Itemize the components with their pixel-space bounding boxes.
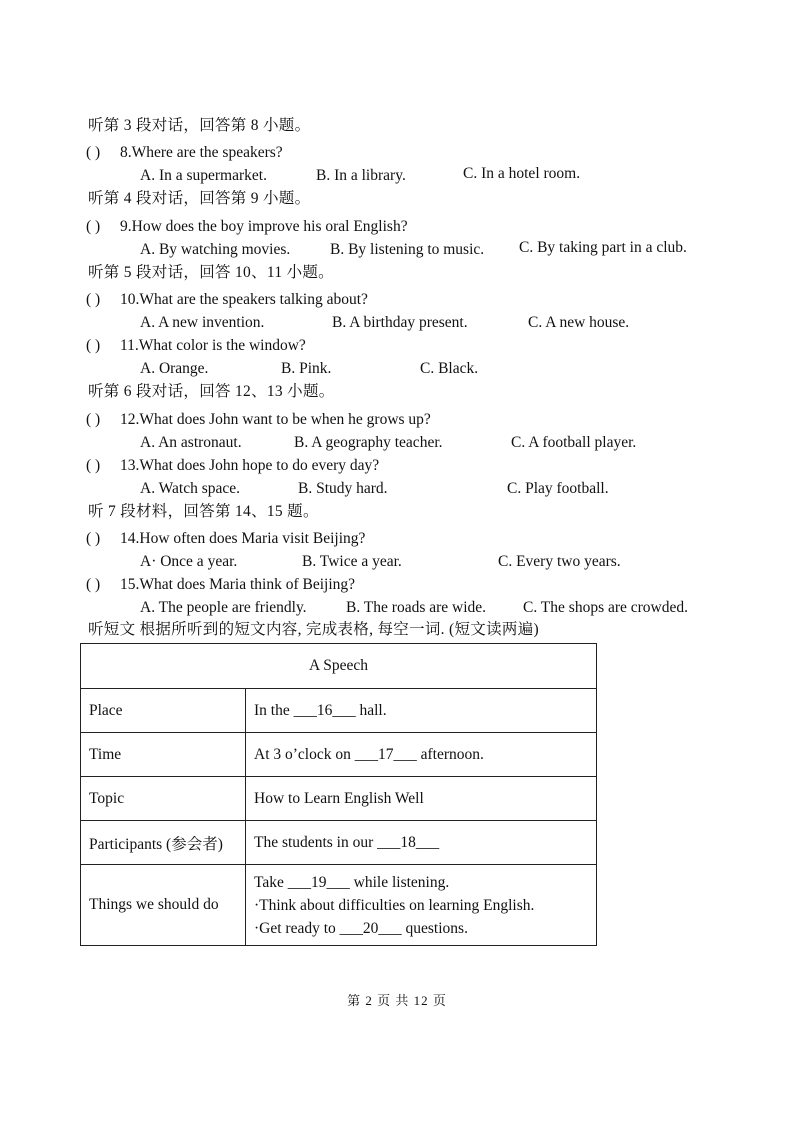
option-c: C. A football player. [511,434,637,451]
answer-blank[interactable]: ( ) [86,337,101,354]
option-b: B. Twice a year. [302,553,402,570]
option-a: A. In a supermarket. [140,167,267,184]
answer-blank[interactable]: ( ) [86,576,101,593]
short-passage-instruction: 听短文 根据所听到的短文内容, 完成表格, 每空一词. (短文读两遍) [88,621,539,638]
answer-blank[interactable]: ( ) [86,411,101,428]
option-a: A. A new invention. [140,314,265,331]
question-13 [86,456,379,476]
option-b: B. A birthday present. [332,314,468,331]
option-a: A. An astronaut. [140,434,242,451]
answer-blank[interactable]: ( ) [86,144,101,161]
row-value: How to Learn English Well [246,777,597,821]
option-a: A. The people are friendly. [140,599,307,616]
option-b: B. The roads are wide. [346,599,487,616]
section-heading-5: 听第 5 段对话，回答 10、11 小题。 [88,264,334,281]
list-item: ·Think about difficulties on learning English. [254,896,535,914]
section-heading-6: 听第 6 段对话，回答 12、13 小题。 [88,383,335,400]
option-c: C. Every two years. [498,553,621,570]
row-label: Things we should do [81,865,246,946]
option-a: A. Orange. [140,360,209,377]
section-heading-4: 听第 4 段对话，回答第 9 小题。 [88,190,311,207]
option-a: A. Watch space. [140,480,241,497]
question-11 [86,336,306,356]
row-label: Topic [81,777,246,821]
speech-table [80,643,597,946]
question-stem: 8.Where are the speakers? [120,144,283,161]
answer-blank[interactable]: ( ) [86,457,101,474]
list-item[interactable]: ·Get ready to ___20___ questions. [254,919,468,937]
row-value[interactable]: The students in our ___18___ [246,821,597,865]
option-c: C. In a hotel room. [463,165,581,182]
question-9 [86,217,408,237]
question-14 [86,529,365,549]
list-item[interactable]: Take ___19___ while listening. [254,873,450,891]
option-c: C. A new house. [528,314,630,331]
table-title: A Speech [81,644,597,689]
question-12 [86,410,431,430]
option-c: C. The shops are crowded. [523,599,689,616]
option-b: B. By listening to music. [330,241,485,258]
row-label: Place [81,689,246,733]
question-stem: 10.What are the speakers talking about? [120,291,368,308]
section-heading-7: 听 7 段材料，回答第 14、15 题。 [88,503,319,520]
option-c: C. By taking part in a club. [519,239,687,256]
table-row [81,865,597,946]
option-b: B. Study hard. [298,480,388,497]
question-15 [86,575,355,595]
answer-blank[interactable]: ( ) [86,291,101,308]
page-number: 第 2 页 共 12 页 [347,993,447,1008]
option-a: A· Once a year. [140,553,238,570]
row-label: Participants (参会者) [81,821,246,865]
question-10 [86,290,368,310]
answer-blank[interactable]: ( ) [86,530,101,547]
section-heading-3: 听第 3 段对话，回答第 8 小题。 [88,117,311,134]
table-row [81,689,597,733]
question-stem: 15.What does Maria think of Beijing? [120,576,356,593]
option-c: C. Black. [420,360,479,377]
table-title-row [81,644,597,689]
question-8 [86,143,283,163]
question-stem: 12.What does John want to be when he grows up? [120,411,431,428]
option-c: C. Play football. [507,480,609,497]
option-b: B. Pink. [281,360,332,377]
question-stem: 13.What does John hope to do every day? [120,457,380,474]
option-b: B. A geography teacher. [294,434,443,451]
row-value[interactable]: At 3 o’clock on ___17___ afternoon. [246,733,597,777]
question-stem: 9.How does the boy improve his oral English? [120,218,408,235]
table-row [81,821,597,865]
table-row [81,777,597,821]
things-list [246,865,597,946]
option-a: A. By watching movies. [140,241,291,258]
option-b: B. In a library. [316,167,406,184]
row-label: Time [81,733,246,777]
answer-blank[interactable]: ( ) [86,218,101,235]
question-stem: 14.How often does Maria visit Beijing? [120,530,366,547]
table-row [81,733,597,777]
question-stem: 11.What color is the window? [120,337,306,354]
row-value[interactable]: In the ___16___ hall. [246,689,597,733]
